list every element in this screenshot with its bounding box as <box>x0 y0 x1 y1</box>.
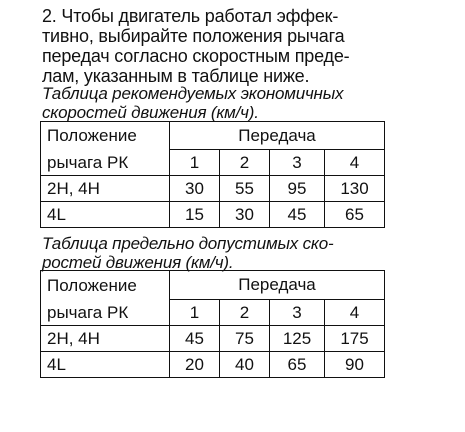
table-row <box>41 326 385 352</box>
max-speed-table <box>40 270 385 378</box>
speed-cell: 15 <box>170 202 220 228</box>
header-position-label-line2: рычага РК <box>41 149 170 176</box>
gear-number: 2 <box>220 149 270 176</box>
gear-number: 3 <box>270 149 325 176</box>
speed-cell: 30 <box>170 176 220 202</box>
table-row <box>41 176 385 202</box>
caption-line: Таблица предельно допустимых ско- <box>42 234 334 253</box>
max-table-caption <box>42 234 402 272</box>
row-label: 4L <box>41 202 170 228</box>
table-subheader-row <box>41 299 385 326</box>
caption-line: ростей движения (км/ч). <box>42 253 234 272</box>
speed-cell: 90 <box>325 352 385 378</box>
speed-cell: 65 <box>270 352 325 378</box>
gear-number: 4 <box>325 299 385 326</box>
caption-line: скоростей движения (км/ч). <box>42 103 259 122</box>
speed-cell: 45 <box>170 326 220 352</box>
header-position-label-line2: рычага РК <box>41 299 170 326</box>
speed-cell: 30 <box>220 202 270 228</box>
row-label: 2H, 4H <box>41 326 170 352</box>
speed-cell: 125 <box>270 326 325 352</box>
economy-speed-table <box>40 121 385 228</box>
table-header-row <box>41 122 385 150</box>
header-gear-label: Передача <box>170 122 385 150</box>
gear-number: 3 <box>270 299 325 326</box>
row-label: 2H, 4H <box>41 176 170 202</box>
table-row <box>41 352 385 378</box>
speed-cell: 75 <box>220 326 270 352</box>
caption-line: Таблица рекомендуемых экономичных <box>42 84 344 103</box>
header-position-label: Положение <box>41 271 170 300</box>
speed-cell: 20 <box>170 352 220 378</box>
speed-cell: 45 <box>270 202 325 228</box>
gear-number: 2 <box>220 299 270 326</box>
row-label: 4L <box>41 352 170 378</box>
speed-cell: 95 <box>270 176 325 202</box>
speed-cell: 65 <box>325 202 385 228</box>
paragraph-line: передач согласно скоростным преде- <box>42 46 350 66</box>
gear-number: 4 <box>325 149 385 176</box>
economy-table-caption <box>42 84 402 122</box>
paragraph-line: 2. Чтобы двигатель работал эффек- <box>42 6 339 26</box>
speed-cell: 130 <box>325 176 385 202</box>
table-header-row <box>41 271 385 300</box>
gear-number: 1 <box>170 299 220 326</box>
table-subheader-row <box>41 149 385 176</box>
instruction-paragraph <box>42 6 382 86</box>
paragraph-line: тивно, выбирайте положения рычага <box>42 26 345 46</box>
gear-number: 1 <box>170 149 220 176</box>
header-position-label: Положение <box>41 122 170 150</box>
speed-cell: 55 <box>220 176 270 202</box>
table-row <box>41 202 385 228</box>
speed-cell: 175 <box>325 326 385 352</box>
speed-cell: 40 <box>220 352 270 378</box>
paragraph-line: лам, указанным в таблице ниже. <box>42 66 310 86</box>
header-gear-label: Передача <box>170 271 385 300</box>
